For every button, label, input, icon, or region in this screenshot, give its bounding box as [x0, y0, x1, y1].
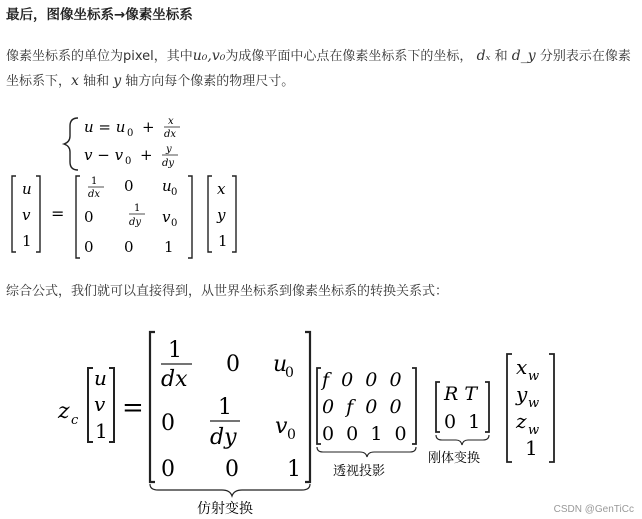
eq2-den: dy [162, 158, 175, 169]
f3-lhs-u: u [94, 366, 107, 390]
proj-row-1: f 0 0 0 [322, 369, 402, 391]
intro-paragraph: 像素坐标系的单位为pixel，其中u₀,v₀为成像平面中心点在像素坐标系下的坐标， dₓ 和 d_y 分别表示在像素坐标系下，x 轴和 y 轴方向每个像素的物理尺寸。 [6, 48, 631, 89]
world-1: 1 [525, 436, 538, 460]
eq1-num: x [168, 116, 174, 127]
f2-m22-den: dy [129, 217, 142, 228]
f2-lhs-v: v [22, 206, 31, 224]
f2-rhs-y: y [217, 206, 226, 224]
f3-a32: 0 [225, 457, 239, 482]
f2-m11-den: dx [88, 189, 101, 200]
f3-lhs-v: v [94, 392, 106, 416]
affine-label: 仿射变换 [197, 501, 253, 517]
eq2-plus: + [140, 146, 153, 164]
f2-m23-sub: 0 [171, 218, 178, 229]
eq2-num: y [166, 144, 172, 155]
f2-m21: 0 [84, 208, 94, 226]
f2-m11-num: 1 [91, 176, 98, 187]
f3-eq: = [122, 393, 144, 423]
watermark: CSDN @GenTiCc [553, 504, 634, 515]
world-z-sub: w [528, 423, 540, 438]
eq1-sub: 0 [127, 128, 134, 139]
f2-m31: 0 [84, 238, 94, 256]
f3-a22-num: 1 [218, 395, 232, 420]
projection-label: 透视投影 [333, 464, 386, 479]
f2-m12: 0 [124, 177, 134, 195]
f2-m23: v [162, 208, 171, 226]
f3-a33: 1 [287, 457, 301, 482]
f3-a11-den: dx [161, 367, 188, 392]
f3-a13-sub: 0 [285, 365, 294, 381]
f2-m22-num: 1 [134, 203, 141, 214]
f3-a12: 0 [226, 352, 240, 377]
f2-m13-sub: 0 [171, 187, 178, 198]
f2-m33: 1 [164, 238, 174, 256]
f2-rhs-1: 1 [218, 232, 228, 250]
f2-eq: = [51, 204, 65, 223]
summary-text: 综合公式，我们就可以直接得到，从世界坐标系到像素坐标系的转换关系式： [6, 284, 449, 299]
f3-zc: z [58, 399, 70, 424]
f3-a23: v [275, 414, 288, 439]
world-y: y [516, 382, 528, 406]
world-z: z [516, 409, 527, 433]
f3-lhs-1: 1 [95, 419, 108, 443]
f3-a11-num: 1 [168, 338, 182, 363]
eq1-den: dx [164, 129, 177, 140]
world-x: x [516, 355, 528, 379]
eq1-lhs: u = u [84, 118, 126, 136]
f2-lhs-u: u [22, 180, 32, 198]
f3-a22-den: dy [210, 425, 237, 450]
world-x-sub: w [528, 369, 540, 384]
formula-full-transform [57, 332, 554, 517]
f3-zc-sub: c [71, 413, 79, 428]
world-y-sub: w [528, 396, 540, 411]
f2-rhs-x: x [217, 180, 226, 198]
proj-row-3: 0 0 1 0 [322, 423, 407, 445]
rt-row-1: R T [444, 383, 478, 405]
eq2-lhs: v − v [84, 146, 124, 164]
f3-a13: u [273, 352, 288, 377]
eq1-plus: + [142, 118, 155, 136]
formula-matrix-small [12, 176, 236, 258]
f2-m13: u [162, 177, 172, 195]
f2-m32: 0 [124, 238, 134, 256]
f3-a21: 0 [161, 411, 175, 436]
f2-lhs-1: 1 [22, 232, 32, 250]
eq2-sub: 0 [125, 156, 132, 167]
rt-row-2: 0 1 [444, 411, 481, 433]
section-heading: 最后，图像坐标系→像素坐标系 [6, 7, 193, 23]
proj-row-2: 0 f 0 0 [322, 396, 402, 418]
f3-a23-sub: 0 [287, 427, 296, 443]
rigid-label: 刚体变换 [428, 451, 481, 466]
f3-a31: 0 [161, 457, 175, 482]
